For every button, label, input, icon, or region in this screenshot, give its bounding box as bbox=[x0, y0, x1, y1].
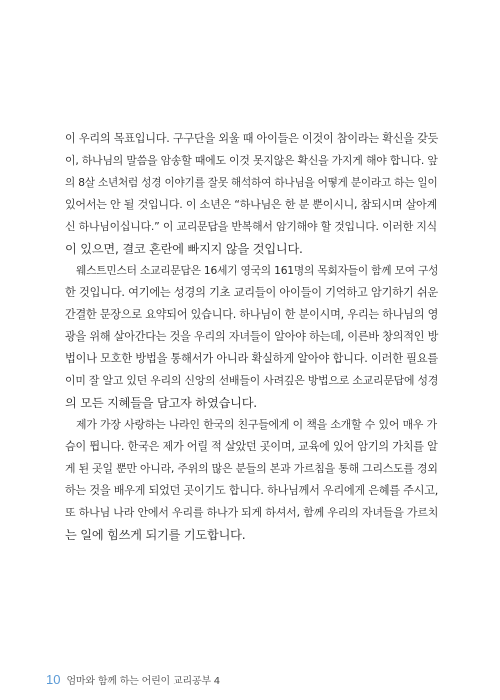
paragraph-2-line-2: 한 것입니다. 여기에는 성경의 기초 교리들이 아이들이 기억하고 암기하기 쉬운 bbox=[65, 286, 438, 299]
paragraph-2-line-7: 의 모든 지혜들을 담고자 하였습니다. bbox=[65, 396, 257, 410]
paragraph-2-line-5: 법이나 모호한 방법을 통해서가 아니라 확실하게 알아야 합니다. 이러한 필요를 bbox=[65, 352, 438, 365]
paragraph-3-line-6: 는 일에 힘쓰게 되기를 기도합니다. bbox=[65, 528, 246, 542]
paragraph-3-line-5: 또 하나님 나라 안에서 우리를 하나가 되게 하셔서, 함께 우리의 자녀들을 가르치 bbox=[65, 506, 439, 519]
paragraph-2-line-4: 광을 위해 살아간다는 것을 우리의 자녀들이 알아야 하는데, 이른바 창의적인 방 bbox=[65, 330, 439, 343]
paragraph-2-line-6: 이미 잘 알고 있던 우리의 신앙의 선배들이 사려깊은 방법으로 소교리문답에 성경 bbox=[65, 374, 439, 387]
paragraph-1-line-4: 있어서는 안 될 것입니다. 이 소년은 “하나님은 한 분 뿐이시니, 참되시며 살아계 bbox=[65, 198, 437, 211]
running-title: 엄마와 함께 하는 어린이 교리공부 4 bbox=[66, 676, 220, 687]
paragraph-3-line-3: 게 된 곳일 뿐만 아니라, 주위의 많은 분들의 본과 가르침을 통해 그리스도를 경외 bbox=[65, 462, 438, 475]
page-footer bbox=[46, 672, 220, 690]
paragraph-3-line-4: 하는 것을 배우게 되었던 곳이기도 합니다. 하나님께서 우리에게 은혜를 주시고, bbox=[65, 484, 439, 497]
paragraph-2-line-3: 간결한 문장으로 요약되어 있습니다. 하나님이 한 분이시며, 우리는 하나님의 영 bbox=[65, 308, 439, 321]
page-number: 10 bbox=[46, 672, 61, 687]
paragraph-3-line-1: 제가 가장 사랑하는 나라인 한국의 친구들에게 이 책을 소개할 수 있어 매우 가 bbox=[76, 418, 437, 431]
paragraph-1-line-5: 신 하나님이십니다.” 이 교리문답을 반복해서 암기해야 할 것입니다. 이러한 지식 bbox=[65, 220, 437, 233]
paragraph-1-line-1: 이 우리의 목표입니다. 구구단을 외울 때 아이들은 이것이 참이라는 확신을 갖듯 bbox=[65, 132, 439, 145]
paragraph-1-line-3: 의 8살 소년처럼 성경 이야기를 잘못 해석하여 하나님을 어떻게 분이라고 하는 일이 bbox=[65, 177, 438, 189]
paragraph-2-line-1: 웨스트민스터 소교리문답은 16세기 영국의 161명의 목회자들이 함께 모여 구성 bbox=[76, 264, 439, 277]
paragraph-1-line-2: 이, 하나님의 말씀을 암송할 때에도 이것 못지않은 확신을 가지게 해야 합니다. 앞 bbox=[65, 154, 438, 167]
paragraph-1-line-6: 이 있으면, 결코 혼란에 빠지지 않을 것입니다. bbox=[65, 242, 303, 256]
paragraph-3-line-2: 슴이 뜁니다. 한국은 제가 어릴 적 살았던 곳이며, 교육에 있어 암기의 가치를 알 bbox=[65, 440, 438, 453]
